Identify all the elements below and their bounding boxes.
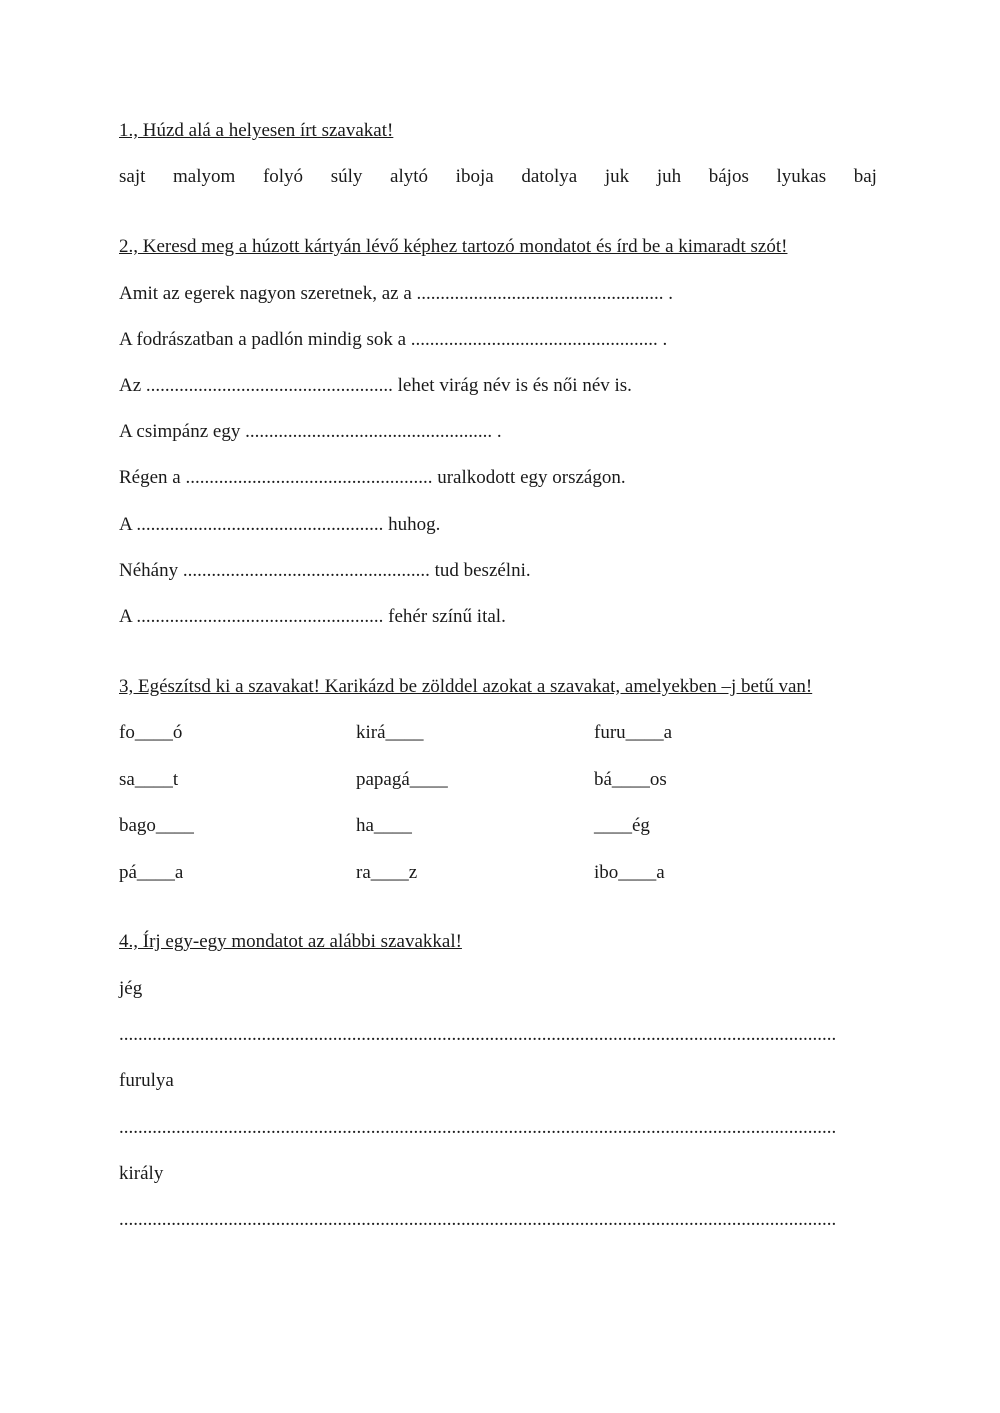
word-item[interactable]: súly bbox=[330, 166, 363, 187]
fill-sentence[interactable]: A fodrászatban a padlón mindig sok a .................................................... . bbox=[119, 329, 668, 350]
gap-word[interactable]: ra____z bbox=[356, 862, 418, 883]
word-item[interactable]: bájos bbox=[708, 166, 749, 187]
word-item[interactable]: alytó bbox=[390, 166, 429, 187]
word-item[interactable]: malyom bbox=[173, 166, 236, 187]
word-item[interactable]: datolya bbox=[521, 166, 578, 187]
word-item[interactable]: lyukas bbox=[776, 166, 827, 187]
fill-sentence[interactable]: A csimpánz egy .................................................... . bbox=[119, 421, 502, 442]
task1-word-list bbox=[119, 166, 877, 188]
task2-heading: 2., Keresd meg a húzott kártyán lévő képhez tartozó mondatot és írd be a kimaradt szót! bbox=[119, 236, 788, 257]
fill-sentence[interactable]: A .................................................... huhog. bbox=[119, 514, 441, 535]
gap-word[interactable]: bago____ bbox=[119, 815, 194, 836]
word-item[interactable]: folyó bbox=[262, 166, 304, 187]
task1-heading: 1., Húzd alá a helyesen írt szavakat! bbox=[119, 120, 394, 141]
gap-word[interactable]: pá____a bbox=[119, 862, 184, 883]
word-item[interactable]: juk bbox=[604, 166, 630, 187]
task3-heading: 3, Egészítsd ki a szavakat! Karikázd be zölddel azokat a szavakat, amelyekben –j betű van! bbox=[119, 676, 813, 697]
answer-line[interactable]: ....................................................................................................................................................... bbox=[119, 1209, 837, 1230]
gap-word[interactable]: furu____a bbox=[594, 722, 673, 743]
word-item[interactable]: sajt bbox=[119, 166, 146, 187]
gap-word[interactable]: ha____ bbox=[356, 815, 412, 836]
gap-word[interactable]: bá____os bbox=[594, 769, 667, 790]
prompt-word: király bbox=[119, 1163, 164, 1184]
fill-sentence[interactable]: Az .................................................... lehet virág név is és női név is. bbox=[119, 375, 632, 396]
prompt-word: furulya bbox=[119, 1070, 174, 1091]
word-item[interactable]: baj bbox=[853, 166, 877, 187]
fill-sentence[interactable]: Néhány .................................................... tud beszélni. bbox=[119, 560, 531, 581]
gap-word[interactable]: papagá____ bbox=[356, 769, 448, 790]
fill-sentence[interactable]: Amit az egerek nagyon szeretnek, az a .................................................... . bbox=[119, 283, 674, 304]
answer-line[interactable]: ....................................................................................................................................................... bbox=[119, 1024, 837, 1045]
fill-sentence[interactable]: Régen a .................................................... uralkodott egy országon. bbox=[119, 467, 626, 488]
gap-word[interactable]: ____ég bbox=[594, 815, 650, 836]
word-item[interactable]: iboja bbox=[455, 166, 494, 187]
answer-line[interactable]: ....................................................................................................................................................... bbox=[119, 1117, 837, 1138]
fill-sentence[interactable]: A .................................................... fehér színű ital. bbox=[119, 606, 506, 627]
gap-word[interactable]: fo____ó bbox=[119, 722, 183, 743]
gap-word[interactable]: sa____t bbox=[119, 769, 179, 790]
prompt-word: jég bbox=[119, 978, 143, 999]
gap-word[interactable]: kirá____ bbox=[356, 722, 424, 743]
word-item[interactable]: juh bbox=[656, 166, 682, 187]
task4-heading: 4., Írj egy-egy mondatot az alábbi szavakkal! bbox=[119, 931, 462, 952]
gap-word[interactable]: ibo____a bbox=[594, 862, 665, 883]
